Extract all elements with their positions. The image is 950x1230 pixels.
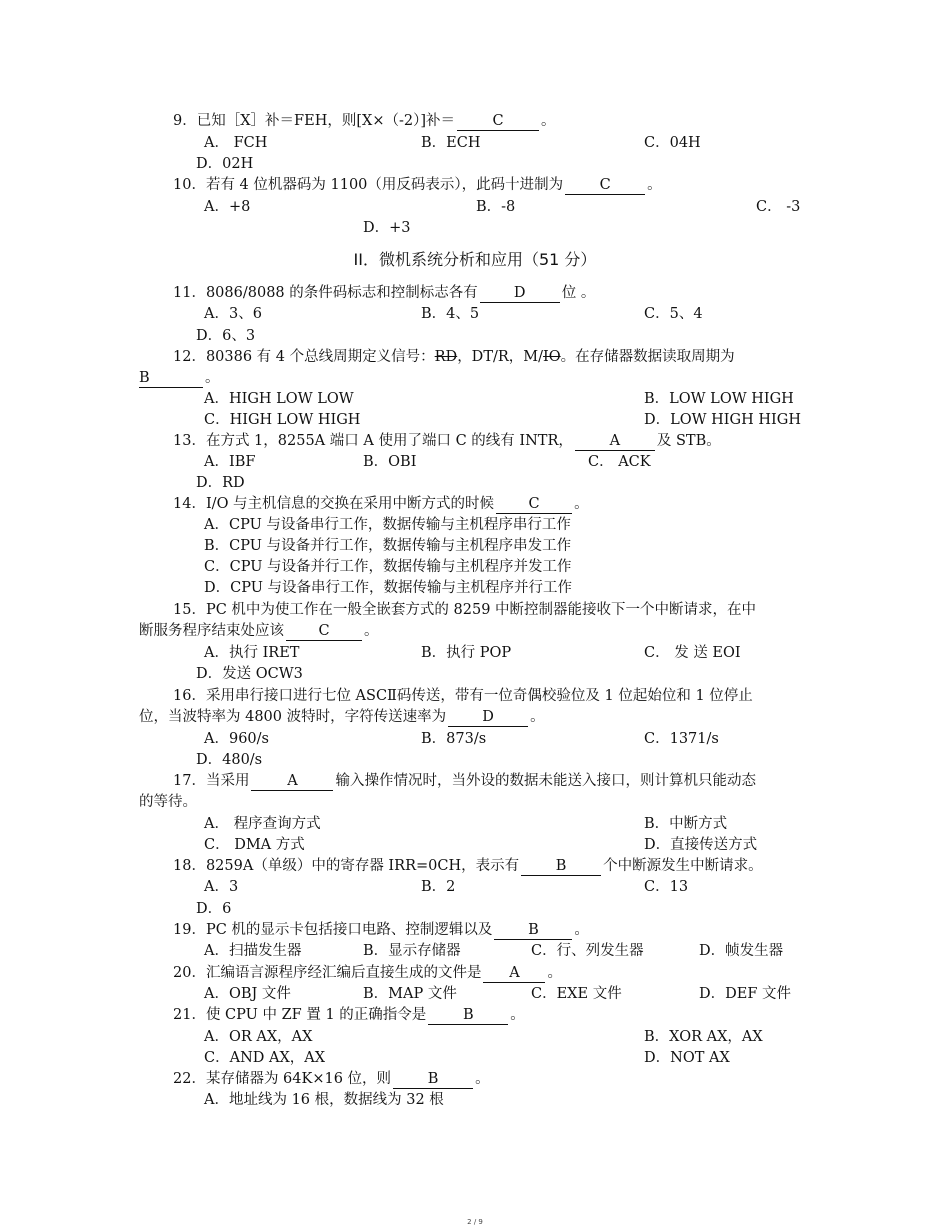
option-c: C．5、4 [644, 306, 703, 322]
answer-blank: D [480, 285, 560, 303]
option-b: B．LOW LOW HIGH [644, 391, 794, 407]
question-12-stem-line2 [139, 368, 220, 388]
stem-text: 及 STB。 [656, 433, 721, 449]
option-c: C． ACK [588, 454, 651, 470]
stem-text: 17．当采用 [173, 773, 250, 789]
question-17-stem [173, 771, 756, 791]
stem-text: 19．PC 机的显示卡包括接口电路、控制逻辑以及 [173, 922, 493, 938]
signal-rd: RD [434, 349, 458, 365]
stem-text: 。 [510, 1007, 525, 1023]
answer-blank: C [565, 177, 645, 195]
option-a: A．+8 [204, 199, 251, 215]
option-d: D．发送 OCW3 [196, 666, 303, 682]
answer-blank: B [494, 922, 572, 940]
question-21-stem [173, 1005, 525, 1025]
stem-text: 13．在方式 1，8255A 端口 A 使用了端口 C 的线有 INTR， [173, 433, 573, 449]
stem-text: 。 [574, 496, 589, 512]
option-b: B．MAP 文件 [363, 986, 457, 1002]
stem-text: 9．已知［X］补＝FEH，则[X×（-2）]补＝ [173, 113, 455, 129]
question-11-stem [173, 283, 595, 303]
stem-text: 。 [541, 113, 556, 129]
option-c: C．EXE 文件 [531, 986, 622, 1002]
stem-text: 12．80386 有 4 个总线周期定义信号： [173, 349, 435, 365]
option-c: C．1371/s [644, 731, 719, 747]
question-12-stem [173, 347, 735, 367]
option-c: C．行、列发生器 [531, 943, 644, 959]
stem-text: 。在存储器数据读取周期为 [560, 349, 735, 365]
option-d: D．NOT AX [644, 1050, 730, 1066]
answer-blank: B [393, 1071, 473, 1089]
option-d: D．CPU 与设备串行工作，数据传输与主机程序并行工作 [204, 580, 573, 596]
option-c: C．AND AX，AX [204, 1050, 326, 1066]
answer-blank: B [521, 858, 601, 876]
option-a: A．扫描发生器 [204, 943, 302, 959]
question-20-stem [173, 963, 562, 983]
option-d: D．6 [196, 901, 232, 917]
option-a: A．地址线为 16 根，数据线为 32 根 [204, 1092, 444, 1108]
option-a: A．960/s [204, 731, 269, 747]
question-13-stem [173, 431, 721, 451]
question-16-stem-line2 [139, 707, 545, 727]
option-b: B．2 [421, 879, 456, 895]
question-15-stem-line2 [139, 621, 379, 641]
answer-blank: C [457, 113, 539, 131]
answer-blank: C [496, 496, 572, 514]
stem-text: 。 [475, 1071, 490, 1087]
stem-text: 14．I/O 与主机信息的交换在采用中断方式的时候 [173, 496, 495, 512]
question-22-stem [173, 1069, 490, 1089]
option-d: D．DEF 文件 [699, 986, 792, 1002]
stem-text: 。 [205, 370, 220, 386]
stem-text: 18．8259A（单级）中的寄存器 IRR=0CH，表示有 [173, 858, 520, 874]
option-c: C． 发 送 EOI [644, 645, 741, 661]
question-15-stem: 15．PC 机中为使工作在一般全嵌套方式的 8259 中断控制器能接收下一个中断请求，在中 [173, 602, 757, 618]
option-a: A．3、6 [204, 306, 262, 322]
option-b: B．873/s [421, 731, 487, 747]
option-d: D．02H [196, 156, 254, 172]
option-d: D．RD [196, 475, 245, 491]
answer-blank: A [483, 965, 545, 983]
option-c: C．13 [644, 879, 689, 895]
option-a: A．IBF [204, 454, 256, 470]
stem-text: 10．若有 4 位机器码为 1100（用反码表示），此码十进制为 [173, 177, 564, 193]
stem-text: 输入操作情况时，当外设的数据未能送入接口，则计算机只能动态 [335, 773, 756, 789]
option-d: D．6、3 [196, 328, 256, 344]
option-b: B．-8 [476, 199, 516, 215]
option-a: A． 程序查询方式 [204, 816, 321, 832]
stem-text: 22．某存储器为 64K×16 位，则 [173, 1071, 392, 1087]
option-b: B．CPU 与设备并行工作，数据传输与主机程序串发工作 [204, 538, 572, 554]
question-14-stem [173, 494, 589, 514]
question-10-stem [173, 175, 662, 195]
option-a: A．3 [204, 879, 239, 895]
option-d: D．LOW HIGH HIGH [644, 412, 801, 428]
stem-text: 。 [364, 623, 379, 639]
option-b: B．4、5 [421, 306, 480, 322]
option-c: C． DMA 方式 [204, 837, 305, 853]
option-c: C．HIGH LOW HIGH [204, 412, 361, 428]
option-a: A．OBJ 文件 [204, 986, 291, 1002]
option-c: C． -3 [756, 199, 801, 215]
option-a: A．执行 IRET [204, 645, 300, 661]
option-b: B．OBI [363, 454, 417, 470]
option-c: C．04H [644, 135, 701, 151]
option-b: B．显示存储器 [363, 943, 461, 959]
option-d: D．帧发生器 [699, 943, 784, 959]
option-a: A．HIGH LOW LOW [204, 391, 354, 407]
option-d: D．+3 [363, 220, 411, 236]
question-19-stem [173, 920, 589, 940]
answer-blank: C [286, 623, 362, 641]
stem-text: 位 。 [561, 285, 596, 301]
option-b: B．ECH [421, 135, 481, 151]
answer-blank: B [428, 1007, 508, 1025]
option-a: A． FCH [204, 135, 268, 151]
stem-text: 断服务程序结束处应该 [139, 623, 284, 639]
signal-io: IO [543, 349, 561, 365]
section-heading: II．微机系统分析和应用（51 分） [353, 250, 597, 269]
option-a: A．OR AX，AX [204, 1029, 313, 1045]
question-9-stem [173, 111, 556, 131]
answer-blank: B [139, 370, 203, 388]
option-b: B．中断方式 [644, 816, 728, 832]
option-b: B．执行 POP [421, 645, 512, 661]
question-18-stem [173, 856, 763, 876]
stem-text: 20．汇编语言源程序经汇编后直接生成的文件是 [173, 965, 482, 981]
option-a: A．CPU 与设备串行工作，数据传输与主机程序串行工作 [204, 517, 571, 533]
question-17-stem-line2: 的等待。 [139, 794, 197, 810]
page-number: 2 / 9 [467, 1218, 483, 1226]
option-d: D．480/s [196, 752, 263, 768]
option-c: C．CPU 与设备并行工作，数据传输与主机程序并发工作 [204, 559, 572, 575]
stem-text: 位，当波特率为 4800 波特时，字符传送速率为 [139, 709, 447, 725]
answer-blank: D [448, 709, 528, 727]
stem-text: 。 [547, 965, 562, 981]
answer-blank: A [575, 433, 655, 451]
option-d: D．直接传送方式 [644, 837, 758, 853]
stem-text: 21．使 CPU 中 ZF 置 1 的正确指令是 [173, 1007, 427, 1023]
stem-text: 11．8086/8088 的条件码标志和控制标志各有 [173, 285, 478, 301]
stem-text: 个中断源发生中断请求。 [603, 858, 763, 874]
stem-text: 。 [647, 177, 662, 193]
option-b: B．XOR AX，AX [644, 1029, 763, 1045]
stem-text: ，DT/R，M/ [457, 349, 544, 365]
stem-text: 。 [530, 709, 545, 725]
question-16-stem: 16．采用串行接口进行七位 ASCⅡ码传送，带有一位奇偶校验位及 1 位起始位和 1 位停止 [173, 688, 753, 704]
answer-blank: A [251, 773, 333, 791]
stem-text: 。 [574, 922, 589, 938]
